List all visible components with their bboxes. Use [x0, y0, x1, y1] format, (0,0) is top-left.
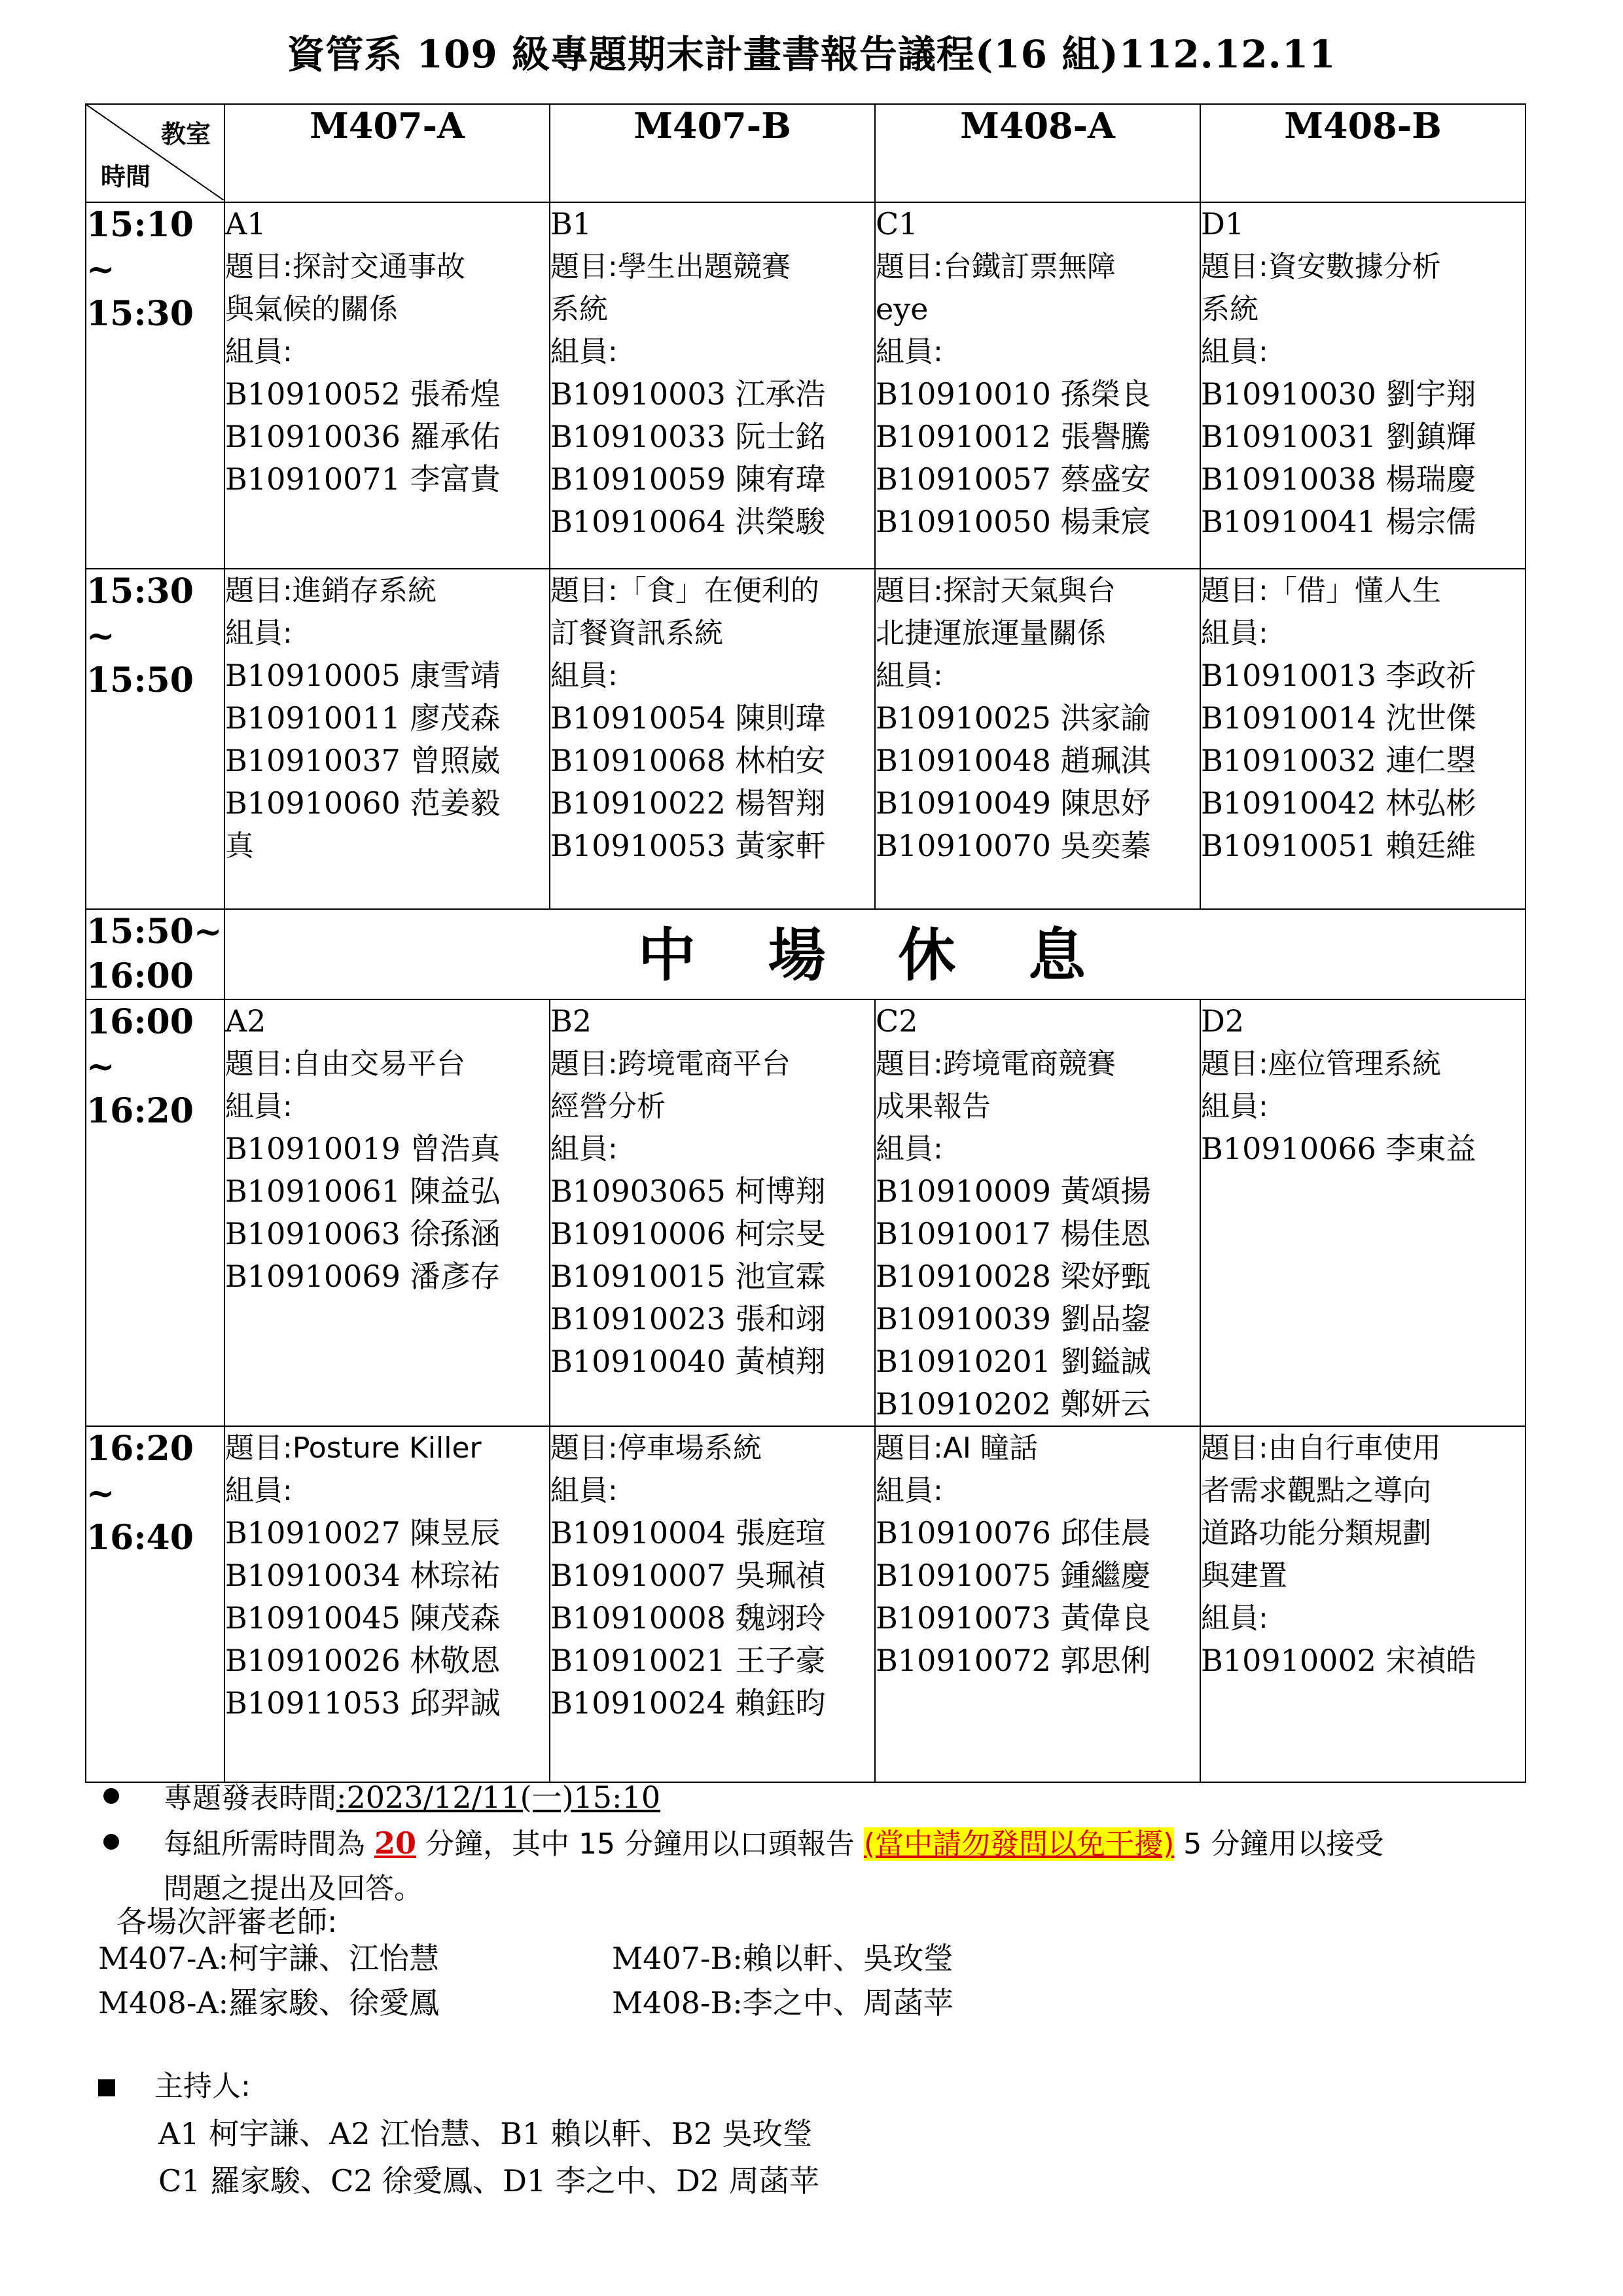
session-cell — [550, 1426, 875, 1782]
session-line: D1 — [1201, 206, 1245, 242]
session-line: 題目:Posture Killer — [225, 1431, 482, 1465]
session-line: B10910201 劉鎰誠 — [876, 1344, 1151, 1379]
session-line: B10911053 邱羿誠 — [225, 1685, 501, 1721]
session-cell — [875, 569, 1200, 909]
bullet-dot-icon — [103, 1788, 119, 1804]
session-line: 題目:探討天氣與台 — [876, 574, 1116, 607]
session-line: B10910030 劉宇翔 — [1201, 376, 1476, 412]
time-cell — [86, 569, 224, 909]
session-line: B10903065 柯博翔 — [550, 1174, 826, 1209]
hosts-heading: 主持人: — [154, 2070, 251, 2103]
session-line: 組員: — [225, 617, 293, 650]
session-line: C2 — [876, 1003, 918, 1039]
session-line: 題目:進銷存系統 — [225, 574, 437, 607]
page-title: 資管系 109 級專題期末計畫書報告議程(16 組)112.12.11 — [287, 32, 1336, 77]
session-line: B10910021 王子豪 — [550, 1643, 826, 1678]
session-line: 組員: — [550, 335, 618, 368]
slot-row-1530 — [86, 569, 1525, 909]
break-time-start: 15:50~ — [86, 912, 223, 952]
note-time-label: 專題發表時間 — [164, 1782, 336, 1815]
session-line: B10910026 林敬恩 — [225, 1643, 501, 1678]
session-line: 者需求觀點之導向 — [1201, 1474, 1431, 1507]
session-cell — [875, 999, 1200, 1426]
session-cell — [550, 999, 875, 1426]
session-line: B10910007 吳珮禎 — [550, 1558, 826, 1593]
session-line: B10910075 鍾繼慶 — [876, 1558, 1151, 1593]
session-cell — [1200, 999, 1525, 1426]
time-label: 15:30 — [86, 294, 194, 334]
session-line: 組員: — [225, 1474, 293, 1507]
session-line: 組員: — [1201, 335, 1268, 368]
room-header-m407a: M407-A — [224, 104, 550, 202]
session-line: 經營分析 — [550, 1090, 666, 1123]
session-line: B10910022 楊智翔 — [550, 785, 826, 821]
session-line: B1 — [550, 206, 592, 242]
session-line: B2 — [550, 1003, 592, 1039]
session-line: B10910072 郭思俐 — [876, 1643, 1151, 1678]
session-line: B10910071 李富貴 — [225, 461, 501, 497]
session-line: B10910024 賴鈺昀 — [550, 1685, 826, 1721]
note-req-d: 問題之提出及回答。 — [164, 1872, 423, 1905]
session-line: B10910006 柯宗旻 — [550, 1216, 826, 1251]
judge-m408b: M408-B:李之中、周菡苹 — [612, 1985, 954, 2020]
notes — [98, 1775, 1525, 1911]
session-line: B10910052 張希煌 — [225, 376, 501, 412]
session-line: 訂餐資訊系統 — [550, 617, 723, 650]
session-line: B10910053 黃家軒 — [550, 828, 826, 863]
note-time-requirement — [98, 1821, 1525, 1867]
time-label: 16:00 — [86, 1002, 194, 1042]
session-cell — [550, 569, 875, 909]
break-label: 中 場 休 息 — [224, 909, 1525, 999]
session-line: B10910040 黃楨翔 — [550, 1344, 826, 1379]
judges-heading: 各場次評審老師: — [116, 1904, 338, 1939]
session-line: 道路功能分類規劃 — [1201, 1516, 1431, 1550]
corner-room-label: 教室 — [160, 120, 211, 149]
hosts-heading-line — [98, 2062, 819, 2110]
time-label: 15:50 — [86, 660, 194, 700]
session-line: A2 — [225, 1003, 266, 1039]
session-line: B10910027 陳昱辰 — [225, 1515, 501, 1551]
hosts — [98, 2062, 819, 2204]
note-time-value: :2023/12/11(一)15:10 — [336, 1780, 661, 1815]
slot-row-1620 — [86, 1426, 1525, 1782]
judge-m407a: M407-A:柯宇謙、江怡慧 — [98, 1941, 440, 1976]
session-line: 與氣候的關係 — [225, 293, 398, 326]
session-line: 成果報告 — [876, 1090, 991, 1123]
session-line: B10910202 鄭妍云 — [876, 1386, 1151, 1422]
header-row — [86, 104, 1525, 202]
session-line: B10910010 孫榮良 — [876, 376, 1151, 412]
session-line: D2 — [1201, 1003, 1245, 1039]
session-line: B10910037 曾照崴 — [225, 743, 501, 778]
session-line: 組員: — [550, 1132, 618, 1166]
session-line: B10910028 梁妤甄 — [876, 1259, 1151, 1294]
session-line: 題目:「食」在便利的 — [550, 574, 819, 607]
session-line: B10910032 連仁曌 — [1201, 743, 1476, 778]
break-row — [86, 909, 1525, 999]
session-line: 組員: — [1201, 1602, 1268, 1635]
session-line: B10910073 黃偉良 — [876, 1600, 1151, 1636]
session-line: B10910038 楊瑞慶 — [1201, 461, 1476, 497]
session-line: B10910005 康雪靖 — [225, 658, 501, 693]
session-line: B10910042 林弘彬 — [1201, 785, 1476, 821]
hosts-line-2: C1 羅家駿、C2 徐愛鳳、D1 李之中、D2 周菡苹 — [158, 2163, 819, 2198]
session-line: B10910031 劉鎮輝 — [1201, 419, 1476, 454]
session-cell — [224, 999, 550, 1426]
session-line: B10910023 張和翊 — [550, 1301, 826, 1336]
session-cell — [1200, 1426, 1525, 1782]
session-cell — [550, 202, 875, 569]
corner-time-label: 時間 — [101, 162, 151, 191]
session-line: B10910050 楊秉宸 — [876, 504, 1151, 539]
session-line: B10910068 林柏安 — [550, 743, 826, 778]
session-line: B10910017 楊佳恩 — [876, 1216, 1151, 1251]
session-line: 題目:跨境電商平台 — [550, 1047, 791, 1081]
session-line: B10910054 陳則瑋 — [550, 700, 826, 736]
judge-m407b: M407-B:賴以軒、吳玫瑩 — [612, 1941, 954, 1976]
time-label: 16:20 — [86, 1429, 194, 1469]
time-label: 16:40 — [86, 1518, 194, 1558]
time-cell — [86, 202, 224, 569]
schedule-table — [85, 103, 1526, 1783]
session-line: B10910063 徐孫涵 — [225, 1216, 501, 1251]
session-line: 系統 — [550, 293, 608, 326]
session-cell — [1200, 569, 1525, 909]
slot-row-1510 — [86, 202, 1525, 569]
session-line: B10910008 魏翊玲 — [550, 1600, 826, 1636]
session-line: B10910034 林琮祐 — [225, 1558, 501, 1593]
session-line: B10910049 陳思妤 — [876, 785, 1151, 821]
session-line: B10910009 黃頌揚 — [876, 1174, 1151, 1209]
session-line: 題目:自由交易平台 — [225, 1047, 465, 1081]
session-line: 題目:座位管理系統 — [1201, 1047, 1441, 1081]
session-line: B10910051 賴廷維 — [1201, 828, 1476, 863]
session-line: B10910019 曾浩真 — [225, 1131, 501, 1166]
square-bullet-icon — [98, 2079, 115, 2096]
note-presentation-time — [98, 1775, 1525, 1821]
session-line: 題目:探討交通事故 — [225, 250, 465, 283]
session-line: B10910002 宋禎皓 — [1201, 1643, 1476, 1678]
session-cell — [224, 1426, 550, 1782]
note-req-a: 每組所需時間為 — [164, 1827, 374, 1861]
session-cell — [224, 202, 550, 569]
time-label: ~ — [86, 1047, 115, 1086]
hosts-line-1: A1 柯宇謙、A2 江怡慧、B1 賴以軒、B2 吳玫瑩 — [158, 2116, 813, 2151]
session-line: B10910013 李政祈 — [1201, 658, 1476, 693]
session-line: B10910059 陳宥瑋 — [550, 461, 826, 497]
session-line: B10910069 潘彥存 — [225, 1259, 501, 1294]
session-line: eye — [876, 291, 929, 327]
room-header-m407b: M407-B — [550, 104, 875, 202]
time-label: ~ — [86, 616, 115, 656]
break-time-end: 16:00 — [86, 956, 194, 996]
time-label: 15:30 — [86, 571, 194, 611]
break-time-cell — [86, 909, 224, 999]
room-header-m408b: M408-B — [1200, 104, 1525, 202]
session-line: B10910070 吳奕蓁 — [876, 828, 1151, 863]
session-line: B10910011 廖茂森 — [225, 700, 501, 736]
time-label: ~ — [86, 1473, 115, 1513]
bullet-dot-icon — [103, 1834, 119, 1850]
session-cell — [875, 1426, 1200, 1782]
slot-row-1600 — [86, 999, 1525, 1426]
session-line: 系統 — [1201, 293, 1258, 326]
session-line: B10910076 邱佳晨 — [876, 1515, 1151, 1551]
session-line: B10910048 趙珮淇 — [876, 743, 1151, 778]
session-line: 組員: — [876, 335, 943, 368]
session-line: 真 — [225, 829, 254, 863]
session-line: B10910045 陳茂森 — [225, 1600, 501, 1636]
session-line: C1 — [876, 206, 918, 242]
session-line: 題目:由自行車使用 — [1201, 1431, 1441, 1465]
session-line: B10910039 劉品鋆 — [876, 1301, 1151, 1336]
session-line: 組員: — [876, 1132, 943, 1166]
session-cell — [875, 202, 1200, 569]
session-line: B10910025 洪家諭 — [876, 700, 1151, 736]
session-line: 組員: — [1201, 617, 1268, 650]
session-line: B10910004 張庭瑄 — [550, 1515, 826, 1551]
session-line: 組員: — [550, 659, 618, 692]
session-line: B10910014 沈世傑 — [1201, 700, 1476, 736]
session-line: B10910061 陳益弘 — [225, 1174, 501, 1209]
session-line: 組員: — [876, 659, 943, 692]
room-header-m408a: M408-A — [875, 104, 1200, 202]
session-line: 題目:資安數據分析 — [1201, 250, 1441, 283]
session-line: 題目:停車場系統 — [550, 1431, 762, 1465]
session-line: A1 — [225, 206, 266, 242]
session-line: 組員: — [225, 1090, 293, 1123]
time-label: ~ — [86, 249, 115, 289]
session-line: B10910033 阮士銘 — [550, 419, 826, 454]
session-line: B10910066 李東益 — [1201, 1131, 1476, 1166]
session-line: 題目:台鐵訂票無障 — [876, 250, 1116, 283]
note-req-highlight: (當中請勿發問以免干擾) — [863, 1827, 1175, 1861]
judge-m408a: M408-A:羅家駿、徐愛鳳 — [98, 1985, 440, 2020]
session-line: 北捷運旅運量關係 — [876, 617, 1106, 650]
note-req-minutes: 20 — [374, 1825, 417, 1861]
corner-cell — [86, 104, 224, 202]
session-line: 題目:學生出題競賽 — [550, 250, 791, 283]
session-line: 組員: — [550, 1474, 618, 1507]
session-line: 組員: — [1201, 1090, 1268, 1123]
session-line: 組員: — [225, 335, 293, 368]
session-line: B10910015 池宣霖 — [550, 1259, 826, 1294]
time-cell — [86, 999, 224, 1426]
session-line: B10910060 范姜毅 — [225, 785, 501, 821]
session-cell — [224, 569, 550, 909]
session-line: B10910003 江承浩 — [550, 376, 826, 412]
session-line: 題目:「借」懂人生 — [1201, 574, 1441, 607]
session-line: 組員: — [876, 1474, 943, 1507]
note-req-b: 分鐘，其中 15 分鐘用以口頭報告 — [416, 1827, 864, 1861]
session-line: B10910036 羅承佑 — [225, 419, 501, 454]
time-cell — [86, 1426, 224, 1782]
session-line: 題目:AI 瞳話 — [876, 1431, 1038, 1465]
session-cell — [1200, 202, 1525, 569]
session-line: B10910041 楊宗儒 — [1201, 504, 1476, 539]
session-line: 題目:跨境電商競賽 — [876, 1047, 1116, 1081]
time-label: 15:10 — [86, 205, 194, 245]
session-line: B10910057 蔡盛安 — [876, 461, 1151, 497]
session-line: B10910064 洪榮駿 — [550, 504, 826, 539]
time-label: 16:20 — [86, 1091, 194, 1131]
session-line: 與建置 — [1201, 1559, 1287, 1592]
note-req-c: 5 分鐘用以接受 — [1174, 1827, 1384, 1861]
session-line: B10910012 張譽騰 — [876, 419, 1151, 454]
